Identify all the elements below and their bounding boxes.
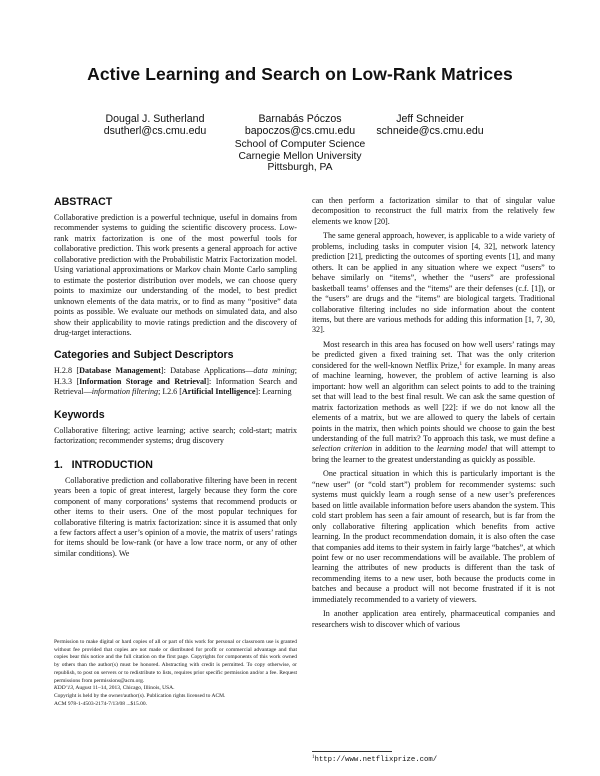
abstract-text: Collaborative prediction is a powerful technique, useful in domains from recommender systems to guiding the scientific discovery process. Low-rank matrix factorization is one of the most powerful tools for collaborative prediction. This work presents a general approach for active collaborative prediction with the Probabilistic Matrix Factorization model. Using variational approximations or Markov chain Monte Carlo sampling to estimate the posterior distribution over models, we can choose query points to maximize our understanding of the model, to best predict unknown elements of the data matrix, or to find as many “positive” data points as possible. We evaluate our methods on simulated data, and also show their applicability to movie ratings prediction and the discovery of drug-target interactions. <box>54 213 297 337</box>
intro-paragraph-continued: can then perform a factorization similar to that of singular value decomposition to reconstruct the full matrix from the relatively few elements we know [20]. <box>312 196 555 226</box>
keywords-heading: Keywords <box>54 408 105 421</box>
acm-line: ACM 978-1-4503-2174-7/13/08 ...$15.00. <box>54 700 148 707</box>
affiliation-line: Pittsburgh, PA <box>267 162 333 174</box>
author-3 <box>355 113 505 137</box>
left-column <box>54 196 297 559</box>
affiliation-line: Carnegie Mellon University <box>238 150 362 162</box>
category-name: Artificial Intelligence <box>181 387 256 397</box>
category-name: Database Management <box>79 366 161 376</box>
author-name: Dougal J. Sutherland <box>105 113 205 125</box>
footnote-url: http://www.netflixprize.com/ <box>314 756 438 764</box>
permission-text: Permission to make digital or hard copies of all or part of this work for personal or classroom use is granted without fee provided that copies are not made or distributed for profit or commercial advantage and that copies bear this notice and the full citation on the first page. Copyrights for components of this work owned by others than the author(s) must be honored. Abstracting with credit is permitted. To copy otherwise, or republish, to post on servers or to redistribute to lists, requires prior specific permission and/or a fee. Request permissions from permissions@acm.org. <box>54 639 297 684</box>
categories-heading: Categories and Subject Descriptors <box>54 349 234 362</box>
footnote-number: 1 <box>312 755 315 760</box>
author-name: Jeff Schneider <box>396 113 464 125</box>
affiliation <box>200 139 400 174</box>
paper-title: Active Learning and Search on Low-Rank Matrices <box>87 64 513 84</box>
author-email: dsutherl@cs.cmu.edu <box>103 125 207 137</box>
category-sub: ]: Learning <box>255 387 292 397</box>
conference-date: August 11–14, 2013, Chicago, Illinois, USA. <box>74 685 175 692</box>
keywords-text: Collaborative filtering; active learning; active search; cold-start; matrix factorization; recommender systems; drug discovery <box>54 425 297 446</box>
emphasis: selection criterion <box>312 444 373 454</box>
affiliation-line: School of Computer Science <box>234 139 366 150</box>
introduction-heading: 1. INTRODUCTION <box>54 458 153 471</box>
abstract-heading: ABSTRACT <box>54 196 113 208</box>
permission-block <box>54 639 297 708</box>
category-sub: ]: Database Applications— <box>160 366 254 376</box>
paragraph-text: that will attempt to bring the learner to the greatest understanding as quickly as possible. <box>312 444 556 464</box>
category-code: ; H.3.3 [ <box>54 366 297 386</box>
intro-paragraph-2: The same general approach, however, is applicable to a wide variety of problems, including tasks in computer vision [4, 32], network latency prediction [21], predicting the outcomes of sporting events [1], and many others. It can be applied in any situation where we expect “users” to behave similarly on “items”, whether the “users” are professional basketball teams’ offenses and the “items” are their defenses (c.f. [1]), or the “users” are drugs and the “items” are biological targets. Traditional collaborative filtering includes no side information about the content items, but there are various methods for adding this information [1, 7, 30, 32]. <box>312 231 555 335</box>
author-name: Barnabás Póczos <box>258 113 342 125</box>
intro-paragraph-1: Collaborative prediction and collaborative filtering have been in recent years been a topic of great interest, largely because they form the core component of many corporations’ systems that recommend products or other items to their users. One of the most popular techniques for collaborative filtering is matrix factorization: since it is assumed that only a few factors affect a user’s opinion of a movie, the matrix of users’ ratings for items should be low-rank (or have a low trace norm, or any of other similar conditions). We <box>54 475 297 558</box>
intro-paragraph-4: One practical situation in which this is particularly important is the “new user” (or “cold start”) problem for recommender systems: such systems must quickly learn a rough sense of a new user’s preferences based on little available information before users abandon the system. This cold start problem has seen a fair amount of research, but is far from the only collaborative filtering application which benefits from active learning. In the product recommendation domain, it is also often the case that companies add items to their system in fairly large “batches”, at which point few or no user recommendations will be available. The problem of learning the attributes of new products is different than the task of recommending items to a new user, both because the products come in batches and because a product will not become frustrated if it is not immediately recommended to a variety of viewers. <box>312 469 555 604</box>
intro-paragraph-5: In another application area entirely, pharmaceutical companies and researchers wish to discover which of various <box>312 609 555 629</box>
conference-name: KDD’13, <box>54 685 75 692</box>
category-term: information filtering <box>91 387 159 397</box>
category-code: ; I.2.6 [ <box>158 387 182 397</box>
right-column <box>312 196 555 630</box>
intro-paragraph-3 <box>312 340 555 465</box>
author-1 <box>80 113 230 137</box>
paragraph-text: for example. In many areas of machine learning, however, the problem of active learning is also important: how well an algorithm can select points to add to the training set that will lead to the best final result. We can ask the same question of matrix factorization methods as well [22]: if we do not know all the elements of a matrix, but we are allowed to query the labels of certain points in the matrix, then which points should we choose to gain the best understanding of the full matrix? To approach this task, we must define a <box>312 360 555 443</box>
emphasis: learning model <box>436 444 488 454</box>
category-term: data mining <box>253 366 295 376</box>
author-email: bapoczos@cs.cmu.edu <box>244 125 356 137</box>
footnote <box>312 753 437 765</box>
category-code: H.2.8 [ <box>54 366 80 376</box>
paragraph-text: in addition to the <box>372 444 437 454</box>
footnote-marker: 1 <box>459 360 463 367</box>
category-sub: ]: Information Search and Retrieval— <box>54 376 297 397</box>
author-email: schneide@cs.cmu.edu <box>376 125 484 137</box>
paragraph-text: Most research in this area has focused on how well users’ ratings may be predicted given a fixed training set. That was the only criterion considered for the well-known Netflix Prize, <box>312 339 555 370</box>
conference-line <box>54 685 297 693</box>
copyright-line: Copyright is held by the owner/author(s). Publication rights licensed to ACM. <box>54 692 226 699</box>
category-name: Information Storage and Retrieval <box>79 376 207 386</box>
categories-text <box>54 366 297 397</box>
footnote-rule <box>312 751 392 752</box>
